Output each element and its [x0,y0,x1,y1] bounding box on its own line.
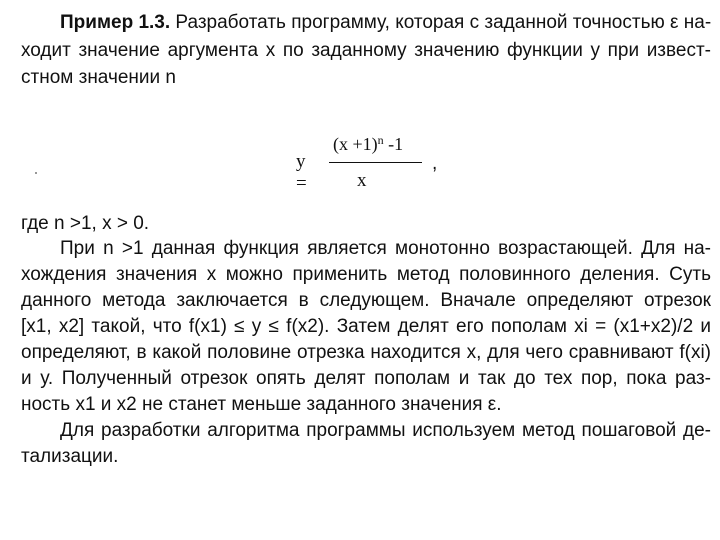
fraction-bar [329,162,422,163]
paragraph-3-line-5: определяют, в какой половине отрезка находится х, для чего сравнивают f(xi) [21,342,711,363]
example-heading: Пример 1.3. [60,12,171,33]
paragraph-1-line-3: стном значении n [21,67,176,88]
paragraph-3-line-6: и у. Полученный отрезок опять делят пополам и так до тех пор, пока раз- [21,368,711,389]
formula-numerator [333,129,403,155]
paragraph-3-line-7: ность х1 и х2 не станет меньше заданного значения ε. [21,394,502,415]
formula-denominator: x [357,170,367,191]
paragraph-4-line-2: тализации. [21,446,119,467]
paragraph-3-line-4: [x1, x2] такой, что f(x1) ≤ y ≤ f(x2). Затем делят его пополам xi = (x1+x2)/2 и [21,316,711,337]
paragraph-3-line-2: хождения значения х можно применить метод половинного деления. Суть [21,264,711,285]
paragraph-1-line-1-text: Разработать программу, которая с заданной точностью ε на- [175,12,711,33]
formula-comma: , [432,153,438,174]
formula-lhs: y = [296,151,307,194]
paragraph-4-line-1: Для разработки алгоритма программы используем метод пошаговой де- [60,420,711,441]
formula-numerator-base: (x +1) [333,134,378,154]
paragraph-3-line-1: При n >1 данная функция является монотонно возрастающей. Для на- [60,238,711,259]
paragraph-3-line-3: данного метода заключается в следующем. Вначале определяют отрезок [21,290,711,311]
scan-speck [35,172,37,174]
paragraph-2-line-1: где n >1, x > 0. [21,213,150,234]
paragraph-1-line-2: ходит значение аргумента х по заданному значению функции у при извест- [21,40,711,61]
formula-numerator-exponent: n [377,133,384,147]
paragraph-1-line-1 [60,12,711,34]
formula-numerator-tail: -1 [383,134,404,154]
